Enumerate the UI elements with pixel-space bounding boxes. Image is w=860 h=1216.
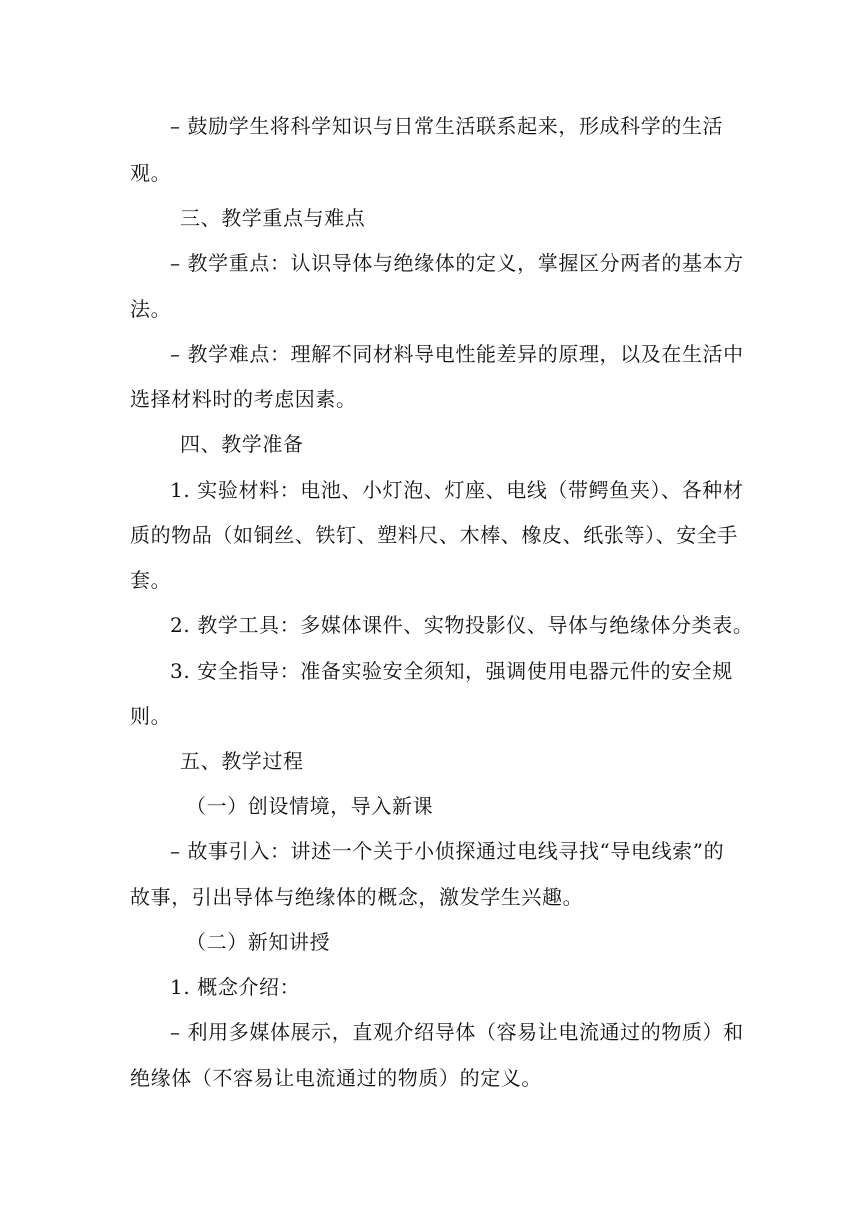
paragraph-line: 绝缘体（不容易让电流通过的物质）的定义。	[130, 1066, 542, 1090]
paragraph-line: 1. 实验材料：电池、小灯泡、灯座、电线（带鳄鱼夹）、各种材	[170, 478, 744, 502]
paragraph-line: 观。	[130, 161, 172, 185]
paragraph-line: 选择材料时的考虑因素。	[130, 387, 357, 411]
paragraph-line: – 教学重点：认识导体与绝缘体的定义，掌握区分两者的基本方	[170, 251, 744, 275]
paragraph-line: – 鼓励学生将科学知识与日常生活联系起来，形成科学的生活	[170, 114, 724, 138]
paragraph-line: 2. 教学工具：多媒体课件、实物投影仪、导体与绝缘体分类表。	[170, 613, 754, 637]
subsection-heading: （一）创设情境，导入新课	[186, 794, 434, 818]
paragraph-line: 故事，引出导体与绝缘体的概念，激发学生兴趣。	[130, 885, 584, 909]
paragraph-line: 质的物品（如铜丝、铁钉、塑料尺、木棒、橡皮、纸张等）、安全手	[130, 523, 738, 547]
paragraph-line: – 故事引入：讲述一个关于小侦探通过电线寻找“导电线索”的	[170, 839, 725, 863]
paragraph-line: – 利用多媒体展示，直观介绍导体（容易让电流通过的物质）和	[170, 1020, 744, 1044]
paragraph-line: 3. 安全指导：准备实验安全须知，强调使用电器元件的安全规	[170, 659, 733, 683]
paragraph-line: – 教学难点：理解不同材料导电性能差异的原理，以及在生活中	[170, 342, 744, 366]
section-heading: 四、教学准备	[180, 432, 304, 456]
section-heading: 三、教学重点与难点	[180, 206, 366, 230]
paragraph-line: 1. 概念介绍：	[170, 975, 301, 999]
paragraph-line: 套。	[130, 568, 172, 592]
paragraph-line: 则。	[130, 704, 172, 728]
subsection-heading: （二）新知讲授	[186, 930, 331, 954]
paragraph-line: 法。	[130, 297, 172, 321]
section-heading: 五、教学过程	[180, 749, 304, 773]
